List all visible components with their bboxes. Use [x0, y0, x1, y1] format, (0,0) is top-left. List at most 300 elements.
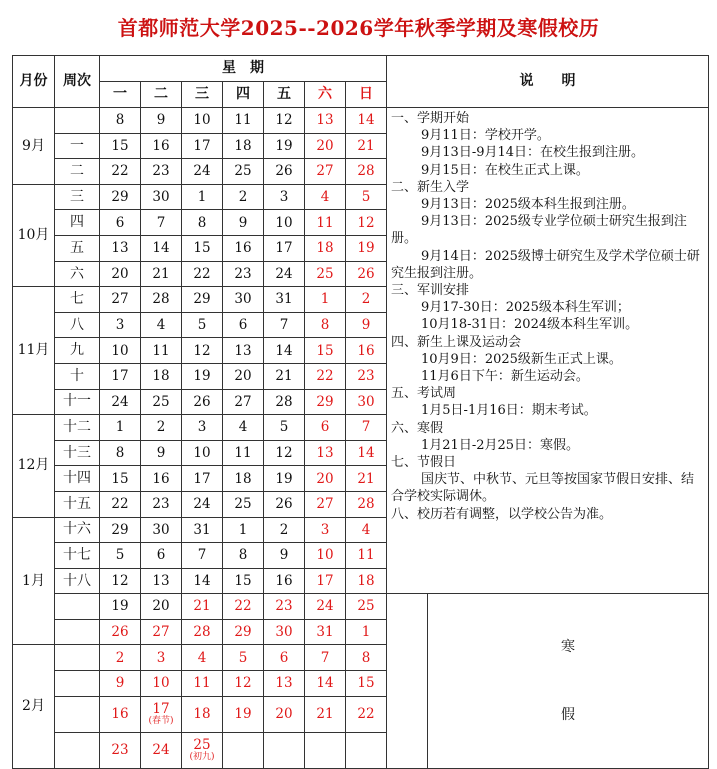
date-cell — [305, 543, 346, 569]
date-cell — [346, 261, 387, 287]
date-cell — [264, 671, 305, 697]
date-number: 23 — [357, 368, 375, 385]
date-number: 22 — [193, 265, 211, 282]
note-line: 国庆节、中秋节、元旦等按国家节假日安排、结合学校实际调休。 — [391, 472, 695, 505]
date-cell — [100, 594, 141, 620]
date-number: 15 — [234, 572, 252, 589]
date-number: 7 — [320, 649, 330, 666]
date-number: 18 — [357, 572, 375, 589]
week-number-cell — [55, 732, 100, 768]
date-number: 29 — [316, 393, 334, 410]
date-cell — [182, 338, 223, 364]
date-number: 20 — [111, 265, 129, 282]
winter-break-cell: 寒 假 — [428, 594, 709, 768]
date-number: 27 — [111, 291, 129, 308]
header-weekday-group: 星 期 — [100, 56, 387, 82]
date-number: 1 — [361, 624, 371, 641]
date-number: 23 — [275, 598, 293, 615]
date-cell — [100, 619, 141, 645]
date-cell — [305, 108, 346, 134]
date-number: 3 — [156, 649, 166, 666]
header-day: 四 — [223, 82, 264, 108]
date-number: 11 — [193, 675, 211, 692]
date-number: 19 — [275, 470, 293, 487]
date-cell — [346, 619, 387, 645]
week-number-cell — [55, 594, 100, 620]
date-number: 15 — [357, 675, 375, 692]
date-number: 14 — [275, 342, 293, 359]
date-number: 9 — [115, 675, 125, 692]
date-number: 14 — [193, 572, 211, 589]
date-cell — [223, 543, 264, 569]
date-number: 17 — [275, 240, 293, 257]
date-number: 30 — [152, 188, 170, 205]
date-cell — [305, 133, 346, 159]
date-cell — [264, 543, 305, 569]
note-line: 10月18-31日：2024级本科生军训。 — [421, 317, 639, 333]
date-cell — [264, 594, 305, 620]
date-cell — [264, 338, 305, 364]
header-day: 一 — [100, 82, 141, 108]
date-cell — [182, 517, 223, 543]
notes-blank-cell — [387, 594, 428, 768]
date-number: 26 — [275, 496, 293, 513]
date-cell — [264, 517, 305, 543]
date-number: 16 — [357, 342, 375, 359]
date-number: 18 — [193, 706, 211, 723]
week-number-cell: 十五 — [55, 491, 100, 517]
date-cell — [305, 363, 346, 389]
date-cell — [182, 363, 223, 389]
date-number: 22 — [111, 163, 129, 180]
month-cell: 1月 — [13, 517, 55, 645]
week-number-cell — [55, 696, 100, 732]
date-cell — [100, 568, 141, 594]
date-number: 9 — [156, 112, 166, 129]
date-cell — [305, 491, 346, 517]
date-cell — [264, 261, 305, 287]
date-cell — [346, 312, 387, 338]
note-line: 9月11日：学校开学。 — [421, 128, 550, 144]
note-line: 10月9日：2025级新生正式上课。 — [421, 351, 622, 367]
date-number: 3 — [279, 188, 289, 205]
date-number: 3 — [115, 316, 125, 333]
date-number: 24 — [152, 742, 170, 759]
date-number: 20 — [316, 137, 334, 154]
date-cell — [141, 312, 182, 338]
date-number: 5 — [197, 316, 207, 333]
week-number-cell: 三 — [55, 184, 100, 210]
date-cell — [141, 517, 182, 543]
date-number: 27 — [316, 496, 334, 513]
date-cell — [305, 235, 346, 261]
date-cell — [182, 543, 223, 569]
date-number: 2 — [361, 291, 371, 308]
notes-cell — [387, 108, 709, 594]
date-number: 8 — [115, 444, 125, 461]
date-cell — [100, 671, 141, 697]
date-number: 12 — [193, 342, 211, 359]
week-number-cell: 四 — [55, 210, 100, 236]
date-cell — [100, 543, 141, 569]
note-line: 七、节假日 — [391, 455, 457, 471]
month-cell: 2月 — [13, 645, 55, 768]
date-cell — [305, 517, 346, 543]
date-number: 15 — [111, 137, 129, 154]
date-cell — [346, 440, 387, 466]
date-number: 9 — [279, 547, 289, 564]
date-cell — [100, 517, 141, 543]
date-cell — [100, 389, 141, 415]
date-cell — [141, 133, 182, 159]
date-number: 7 — [197, 547, 207, 564]
date-cell — [141, 235, 182, 261]
date-cell — [223, 517, 264, 543]
date-number: 5 — [279, 419, 289, 436]
date-number: 26 — [193, 393, 211, 410]
date-number: 27 — [316, 163, 334, 180]
note-line: 9月13日：2025级本科生报到注册。 — [421, 197, 635, 213]
date-cell — [100, 108, 141, 134]
week-number-cell — [55, 619, 100, 645]
date-number: 17 — [152, 701, 170, 718]
date-cell — [100, 491, 141, 517]
date-number: 10 — [193, 112, 211, 129]
date-cell — [346, 415, 387, 441]
week-number-cell: 十一 — [55, 389, 100, 415]
date-cell — [346, 491, 387, 517]
date-number: 23 — [152, 496, 170, 513]
date-cell — [223, 261, 264, 287]
date-cell — [100, 287, 141, 313]
date-number: 28 — [152, 291, 170, 308]
date-number: 16 — [152, 137, 170, 154]
date-cell — [223, 287, 264, 313]
date-cell — [264, 732, 305, 768]
date-cell — [141, 619, 182, 645]
date-cell — [305, 594, 346, 620]
date-number: 15 — [111, 470, 129, 487]
month-cell: 10月 — [13, 184, 55, 286]
date-cell — [346, 389, 387, 415]
week-number-cell: 十二 — [55, 415, 100, 441]
date-number: 19 — [234, 706, 252, 723]
date-number: 24 — [193, 163, 211, 180]
header-day: 三 — [182, 82, 223, 108]
date-number: 4 — [197, 649, 207, 666]
date-cell — [223, 440, 264, 466]
note-line: 六、寒假 — [391, 420, 444, 436]
date-number: 8 — [320, 316, 330, 333]
date-number: 29 — [111, 521, 129, 538]
date-number: 19 — [275, 137, 293, 154]
date-cell — [346, 159, 387, 185]
date-number: 1 — [320, 291, 330, 308]
date-cell — [223, 415, 264, 441]
date-cell — [182, 389, 223, 415]
date-cell — [100, 338, 141, 364]
date-number: 3 — [197, 419, 207, 436]
date-cell — [100, 363, 141, 389]
date-cell — [141, 287, 182, 313]
date-cell — [141, 543, 182, 569]
header-day: 二 — [141, 82, 182, 108]
date-cell — [223, 732, 264, 768]
date-cell — [264, 440, 305, 466]
date-cell — [223, 312, 264, 338]
date-number: 11 — [316, 214, 334, 231]
date-number: 6 — [115, 214, 125, 231]
date-cell — [305, 159, 346, 185]
date-number: 13 — [152, 572, 170, 589]
date-number: 7 — [279, 316, 289, 333]
date-cell — [264, 696, 305, 732]
date-cell — [100, 440, 141, 466]
date-number: 28 — [357, 496, 375, 513]
date-number: 8 — [115, 112, 125, 129]
header-week: 周次 — [55, 56, 100, 108]
date-number: 25 — [234, 163, 252, 180]
date-cell — [305, 568, 346, 594]
date-number: 21 — [357, 470, 375, 487]
date-number: 2 — [279, 521, 289, 538]
date-number: 4 — [238, 419, 248, 436]
week-number-cell: 十三 — [55, 440, 100, 466]
date-number: 10 — [193, 444, 211, 461]
date-cell — [305, 732, 346, 768]
date-number: 14 — [357, 112, 375, 129]
date-cell — [305, 671, 346, 697]
week-number-cell: 八 — [55, 312, 100, 338]
calendar-table — [12, 55, 709, 769]
date-cell — [264, 491, 305, 517]
note-line: 二、新生入学 — [391, 179, 470, 195]
date-cell — [100, 696, 141, 732]
date-number: 21 — [152, 265, 170, 282]
date-cell — [305, 645, 346, 671]
date-cell — [305, 287, 346, 313]
date-number: 2 — [115, 649, 125, 666]
date-number: 4 — [156, 316, 166, 333]
date-number: 30 — [152, 521, 170, 538]
date-number: 25 — [357, 598, 375, 615]
date-number: 3 — [320, 521, 330, 538]
date-cell — [182, 732, 223, 768]
date-cell — [264, 312, 305, 338]
note-line: 1月21日-2月25日：寒假。 — [421, 437, 580, 453]
date-cell — [141, 184, 182, 210]
date-number: 26 — [275, 163, 293, 180]
date-number: 26 — [357, 265, 375, 282]
date-number: 5 — [361, 188, 371, 205]
date-note: (初九) — [189, 752, 215, 763]
date-cell — [305, 210, 346, 236]
note-line: 11月6日下午：新生运动会。 — [421, 369, 589, 385]
note-line: 八、校历若有调整，以学校公告为准。 — [391, 506, 613, 522]
date-number: 19 — [111, 598, 129, 615]
date-number: 5 — [238, 649, 248, 666]
date-number: 12 — [275, 112, 293, 129]
date-cell — [264, 619, 305, 645]
date-number: 13 — [316, 444, 334, 461]
date-number: 17 — [193, 470, 211, 487]
date-number: 13 — [275, 675, 293, 692]
date-number: 22 — [111, 496, 129, 513]
date-cell — [182, 261, 223, 287]
week-number-cell: 七 — [55, 287, 100, 313]
date-number: 23 — [234, 265, 252, 282]
date-number: 1 — [238, 521, 248, 538]
date-number: 25 — [152, 393, 170, 410]
note-line: 五、考试周 — [391, 386, 457, 402]
date-cell — [100, 133, 141, 159]
date-cell — [346, 543, 387, 569]
date-cell — [141, 671, 182, 697]
week-row — [13, 594, 709, 620]
date-number: 10 — [152, 675, 170, 692]
date-cell — [141, 210, 182, 236]
date-cell — [346, 517, 387, 543]
date-cell — [141, 338, 182, 364]
date-cell — [305, 184, 346, 210]
date-cell — [223, 568, 264, 594]
date-number: 7 — [156, 214, 166, 231]
date-number: 9 — [361, 316, 371, 333]
date-cell — [100, 466, 141, 492]
date-cell — [305, 466, 346, 492]
date-number: 6 — [238, 316, 248, 333]
week-number-cell: 二 — [55, 159, 100, 185]
note-line: 1月5日-1月16日：期末考试。 — [421, 403, 597, 419]
date-number: 11 — [357, 547, 375, 564]
date-number: 12 — [357, 214, 375, 231]
date-cell — [100, 159, 141, 185]
date-number: 9 — [238, 214, 248, 231]
date-cell — [264, 184, 305, 210]
date-cell — [141, 568, 182, 594]
date-number: 9 — [156, 444, 166, 461]
date-note: (春节) — [148, 716, 174, 727]
header-day: 五 — [264, 82, 305, 108]
note-line: 9月14日：2025级博士研究生及学术学位硕士研究生报到注册。 — [391, 248, 700, 281]
date-cell — [223, 363, 264, 389]
date-number: 28 — [193, 624, 211, 641]
week-number-cell — [55, 108, 100, 134]
date-number: 15 — [193, 240, 211, 257]
date-number: 13 — [111, 240, 129, 257]
date-cell — [100, 645, 141, 671]
date-number: 19 — [357, 240, 375, 257]
date-cell — [100, 235, 141, 261]
date-number: 25 — [316, 265, 334, 282]
note-line: 9月13日：2025级专业学位硕士研究生报到注册。 — [391, 214, 687, 247]
date-number: 17 — [193, 137, 211, 154]
date-cell — [346, 645, 387, 671]
date-number: 23 — [111, 742, 129, 759]
date-cell — [264, 568, 305, 594]
date-number: 16 — [152, 470, 170, 487]
date-number: 19 — [193, 368, 211, 385]
date-number: 25 — [234, 496, 252, 513]
header-day: 六 — [305, 82, 346, 108]
date-number: 21 — [193, 598, 211, 615]
date-cell — [141, 466, 182, 492]
date-cell — [223, 619, 264, 645]
month-cell: 12月 — [13, 415, 55, 517]
week-number-cell: 五 — [55, 235, 100, 261]
date-cell — [182, 594, 223, 620]
date-number: 22 — [357, 706, 375, 723]
date-cell — [264, 415, 305, 441]
date-number: 12 — [234, 675, 252, 692]
date-cell — [264, 159, 305, 185]
date-number: 27 — [234, 393, 252, 410]
date-number: 31 — [193, 521, 211, 538]
date-cell — [346, 696, 387, 732]
date-cell — [346, 133, 387, 159]
date-number: 16 — [111, 706, 129, 723]
date-cell — [182, 159, 223, 185]
date-number: 25 — [193, 737, 211, 754]
date-number: 11 — [234, 112, 252, 129]
date-cell — [264, 466, 305, 492]
date-number: 24 — [193, 496, 211, 513]
note-line: 一、学期开始 — [391, 111, 470, 126]
date-number: 8 — [197, 214, 207, 231]
date-cell — [141, 594, 182, 620]
date-cell — [182, 645, 223, 671]
date-number: 5 — [115, 547, 125, 564]
date-cell — [264, 645, 305, 671]
date-cell — [182, 108, 223, 134]
date-cell — [141, 415, 182, 441]
date-cell — [223, 184, 264, 210]
date-cell — [223, 594, 264, 620]
page-title: 首都师范大学2025--2026学年秋季学期及寒假校历 — [117, 16, 600, 40]
date-number: 18 — [316, 240, 334, 257]
date-cell — [346, 184, 387, 210]
date-number: 29 — [193, 291, 211, 308]
month-cell: 9月 — [13, 108, 55, 185]
date-number: 6 — [156, 547, 166, 564]
week-number-cell — [55, 671, 100, 697]
date-cell — [141, 440, 182, 466]
date-number: 31 — [275, 291, 293, 308]
date-number: 27 — [152, 624, 170, 641]
date-cell — [182, 184, 223, 210]
date-cell — [141, 108, 182, 134]
date-number: 15 — [316, 342, 334, 359]
date-cell — [346, 568, 387, 594]
note-line: 三、军训安排 — [391, 283, 470, 299]
date-cell — [346, 287, 387, 313]
date-cell — [346, 108, 387, 134]
date-cell — [100, 184, 141, 210]
date-cell — [100, 261, 141, 287]
date-number: 11 — [152, 342, 170, 359]
week-number-cell: 一 — [55, 133, 100, 159]
date-number: 13 — [234, 342, 252, 359]
date-number: 20 — [234, 368, 252, 385]
date-number: 28 — [357, 163, 375, 180]
week-number-cell: 六 — [55, 261, 100, 287]
date-cell — [264, 133, 305, 159]
date-number: 4 — [320, 188, 330, 205]
date-number: 12 — [275, 444, 293, 461]
date-cell — [141, 363, 182, 389]
date-cell — [182, 466, 223, 492]
date-cell — [264, 108, 305, 134]
